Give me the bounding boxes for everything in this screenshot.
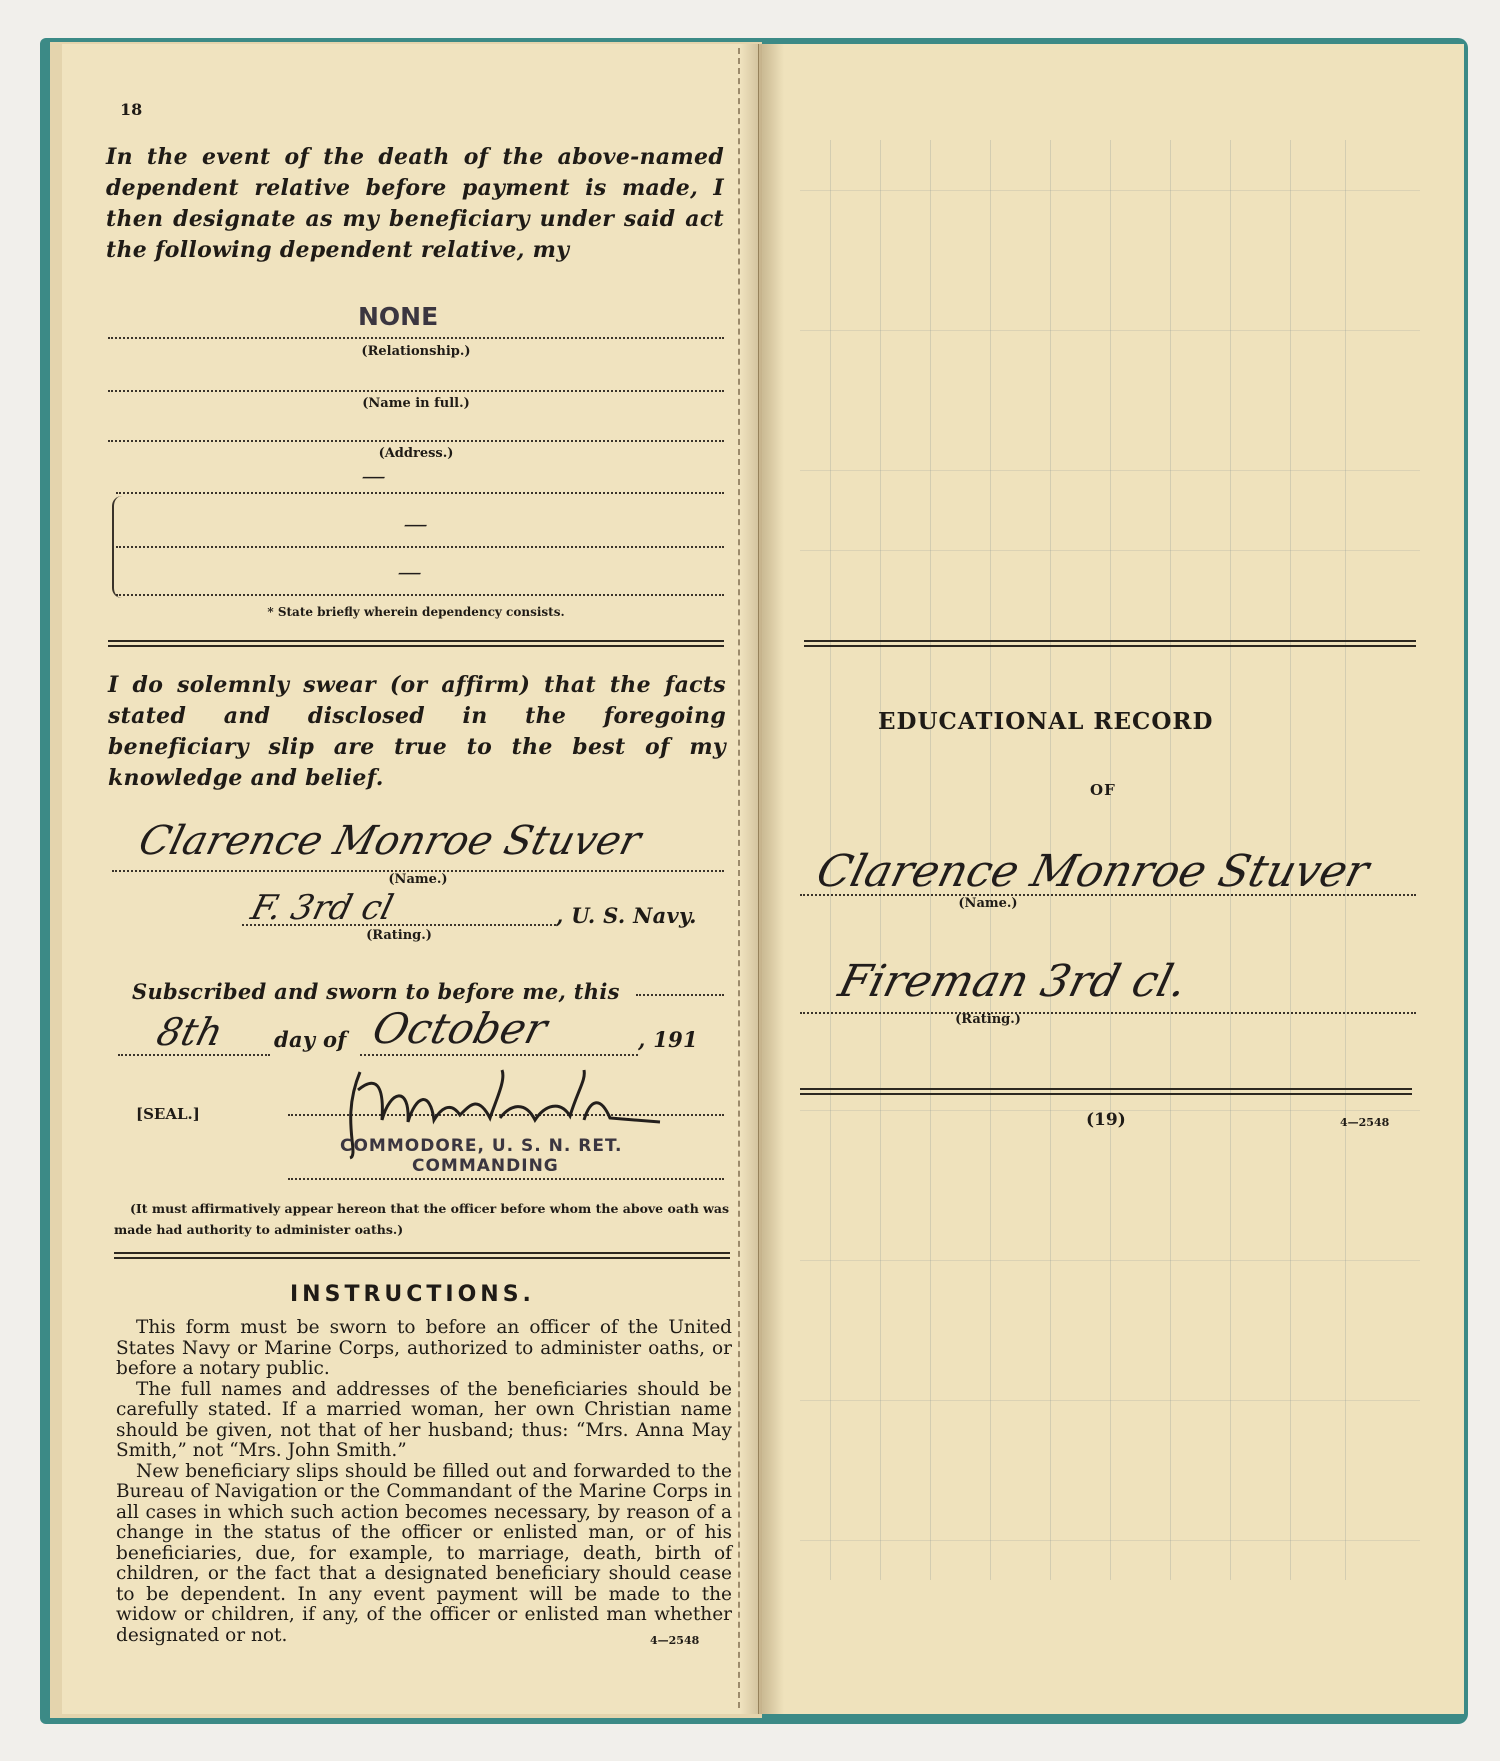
beneficiary-paragraph: In the event of the death of the above-named dependent relative before payment is made, I then designate as my beneficiary under said act the following dependent relative, my — [106, 144, 724, 263]
right-name-caption: (Name.) — [958, 896, 1018, 911]
dependency-line-3 — [116, 594, 724, 596]
perforation-line — [738, 48, 740, 1708]
relationship-caption: (Relationship.) — [361, 344, 471, 359]
oath-paragraph: I do solemnly swear (or affirm) that the facts stated and disclosed in the foregoing beneficiary slip are true to the best of my knowledge and belief. — [108, 672, 726, 791]
officer-stamp-line-2: COMMANDING — [412, 1156, 559, 1176]
handwritten-dash: — — [358, 462, 390, 490]
subscribed-text: Subscribed and sworn to before me, this — [132, 979, 620, 1004]
officer-stamp-line — [288, 1178, 724, 1180]
officer-stamp-line-1: COMMODORE, U. S. N. RET. — [340, 1136, 623, 1156]
day-line — [118, 1054, 270, 1056]
signature-name-caption: (Name.) — [388, 872, 448, 887]
rating-line-left — [242, 924, 556, 926]
instructions-heading: INSTRUCTIONS. — [290, 1282, 535, 1307]
handwritten-day: 8th — [152, 1010, 228, 1054]
rating-caption-left: (Rating.) — [366, 928, 432, 943]
month-line — [360, 1054, 638, 1056]
form-number-right: 4—2548 — [1340, 1116, 1390, 1129]
instruction-paragraph-3: New beneficiary slips should be filled out and forwarded to the Bureau of Navigation or the Commandant of the Marine Corps in all cases in which such action becomes necessary, by reason of a change in the status of the officer or enlisted man, or of his beneficiaries, due, for example, to marriage, death, birth of children, or the fact that a designated beneficiary should cease to be dependent. In any event payment will be made to the widow or children, if any, of the officer or enlisted man whether designated or not. — [116, 1460, 732, 1646]
educational-record-name: Clarence Monroe Stuver — [811, 846, 1374, 897]
instruction-paragraph-2: The full names and addresses of the beneficiaries should be carefully stated. If a married woman, her own Christian name should be given, not that of her husband; thus: “Mrs. Anna May Smith,” not “Mrs. John Smith.” — [116, 1378, 732, 1461]
dependency-line-1 — [116, 492, 724, 494]
relationship-line — [108, 337, 724, 339]
seal-label: [SEAL.] — [136, 1105, 200, 1123]
handwritten-rating-left: F. 3rd cl — [247, 888, 398, 928]
page-number-right: (19) — [1086, 1110, 1126, 1130]
address-caption: (Address.) — [378, 446, 454, 461]
name-line — [108, 390, 724, 392]
educational-record-rating: Fireman 3rd cl. — [833, 956, 1193, 1007]
section-rule-1 — [108, 640, 724, 647]
instructions-body — [116, 1318, 732, 1646]
right-rating-caption: (Rating.) — [955, 1012, 1021, 1027]
state-briefly-note: * State briefly wherein dependency consists. — [267, 605, 565, 619]
address-line — [108, 440, 724, 442]
educational-record-title: EDUCATIONAL RECORD — [878, 708, 1214, 735]
handwritten-month: October — [367, 1004, 553, 1053]
section-rule-2 — [114, 1252, 730, 1259]
right-rule-2 — [800, 1088, 1412, 1095]
page-number-left: 18 — [120, 100, 143, 119]
handwritten-dash-2: — — [400, 510, 432, 538]
name-in-full-caption: (Name in full.) — [362, 396, 470, 411]
book-gutter — [740, 44, 784, 1714]
dependency-line-2 — [116, 546, 724, 548]
us-navy-label: , U. S. Navy. — [556, 903, 697, 928]
handwritten-signature-name: Clarence Monroe Stuver — [134, 818, 646, 864]
handwritten-dash-3: — — [394, 558, 426, 586]
form-number-left: 4—2548 — [650, 1634, 700, 1647]
day-of-label: day of — [274, 1027, 347, 1052]
instruction-paragraph-1: This form must be sworn to before an officer of the United States Navy or Marine Corps, authorized to administer oaths, or before a notary public. — [116, 1317, 732, 1379]
authority-note: (It must affirmatively appear hereon that the officer before whom the above oath was made had authority to administer oaths.) — [114, 1201, 730, 1237]
of-label: OF — [1090, 781, 1116, 799]
year-label: , 191 — [638, 1027, 698, 1052]
right-rule-1 — [804, 640, 1416, 647]
subscribed-line — [636, 994, 724, 996]
none-stamp: NONE — [358, 302, 439, 331]
